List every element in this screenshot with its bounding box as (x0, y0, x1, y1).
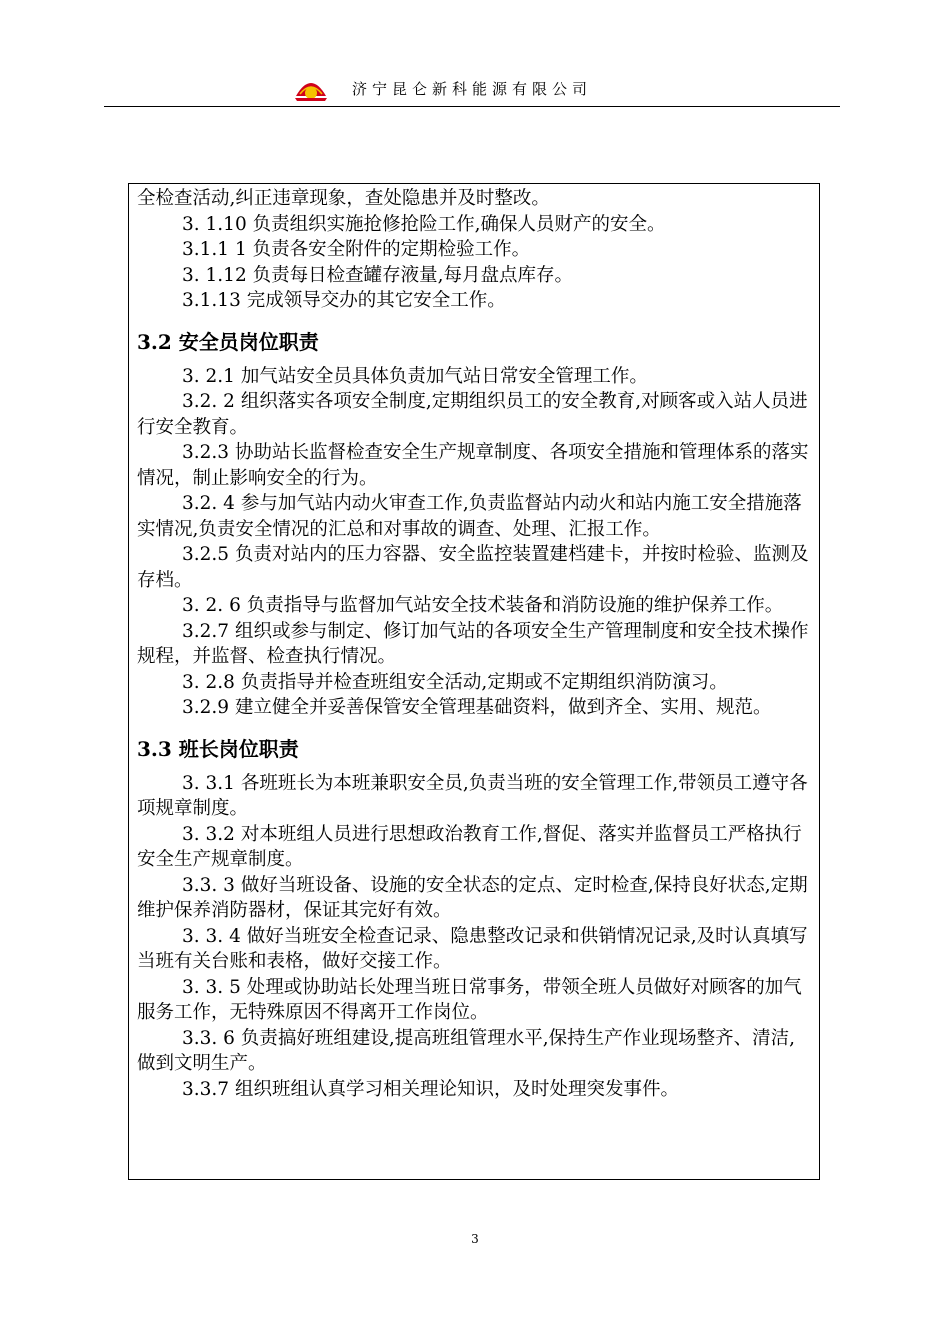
page-header (104, 70, 840, 107)
paragraph: 3.2.3 协助站长监督检查安全生产规章制度、各项安全措施和管理体系的落实情况，制止影响安全的行为。 (137, 442, 809, 489)
paragraph: 3.2. 2 组织落实各项安全制度,定期组织员工的安全教育,对顾客或入站人员进行安全教育。 (137, 391, 808, 438)
paragraph: 3. 2. 6 负责指导与监督加气站安全技术装备和消防设施的维护保养工作。 (182, 595, 784, 616)
paragraph: 3.2. 4 参与加气站内动火审查工作,负责监督站内动火和站内施工安全措施落实情况,负责安全情况的汇总和对事故的调查、处理、汇报工作。 (137, 493, 802, 540)
paragraph: 3.2.9 建立健全并妥善保管安全管理基础资料，做到齐全、实用、规范。 (182, 697, 772, 718)
paragraph: 3. 2.8 负责指导并检查班组安全活动,定期或不定期组织消防演习。 (182, 671, 728, 693)
paragraph: 3.2.7 组织或参与制定、修订加气站的各项安全生产管理制度和安全技术操作规程，并监督、检查执行情况。 (137, 620, 809, 667)
paragraph: 3.1.13 完成领导交办的其它安全工作。 (182, 290, 506, 311)
company-name: 济宁昆仑新科能源有限公司 (352, 80, 593, 98)
paragraph: 3. 3. 4 做好当班安全检查记录、隐患整改记录和供销情况记录,及时认真填写当班有关台账和表格，做好交接工作。 (137, 925, 808, 972)
paragraph: 3. 3.1 各班班长为本班兼职安全员,负责当班的安全管理工作,带领员工遵守各项规章制度。 (137, 772, 808, 819)
paragraph: 3. 2.1 加气站安全员具体负责加气站日常安全管理工作。 (182, 365, 648, 387)
document-body (137, 186, 809, 1102)
paragraph: 3.3. 6 负责搞好班组建设,提高班组管理水平,保持生产作业现场整齐、清洁,做到文明生产。 (137, 1027, 795, 1074)
paragraph: 3.3.7 组织班组认真学习相关理论知识，及时处理突发事件。 (182, 1078, 679, 1100)
page-number: 3 (471, 1232, 479, 1246)
paragraph: 3. 1.10 负责组织实施抢修抢险工作,确保人员财产的安全。 (182, 213, 666, 235)
kunlun-logo-icon (294, 74, 328, 104)
section-heading: 3.3 班长岗位职责 (137, 736, 299, 761)
paragraph: 全检查活动,纠正违章现象，查处隐患并及时整改。 (137, 188, 550, 209)
paragraph: 3. 1.12 负责每日检查罐存液量,每月盘点库存。 (182, 264, 573, 286)
content-box (128, 183, 820, 1180)
section-heading: 3.2 安全员岗位职责 (137, 329, 319, 354)
paragraph: 3. 3. 5 处理或协助站长处理当班日常事务，带领全班人员做好对顾客的加气服务工作，无特殊原因不得离开工作岗位。 (137, 976, 802, 1023)
paragraph: 3.3. 3 做好当班设备、设施的安全状态的定点、定时检查,保持良好状态,定期维护保养消防器材，保证其完好有效。 (137, 874, 808, 921)
paragraph: 3.1.1 1 负责各安全附件的定期检验工作。 (182, 239, 531, 260)
paragraph: 3. 3.2 对本班组人员进行思想政治教育工作,督促、落实并监督员工严格执行安全生产规章制度。 (137, 823, 802, 870)
paragraph: 3.2.5 负责对站内的压力容器、安全监控装置建档建卡，并按时检验、监测及存档。 (137, 544, 809, 591)
